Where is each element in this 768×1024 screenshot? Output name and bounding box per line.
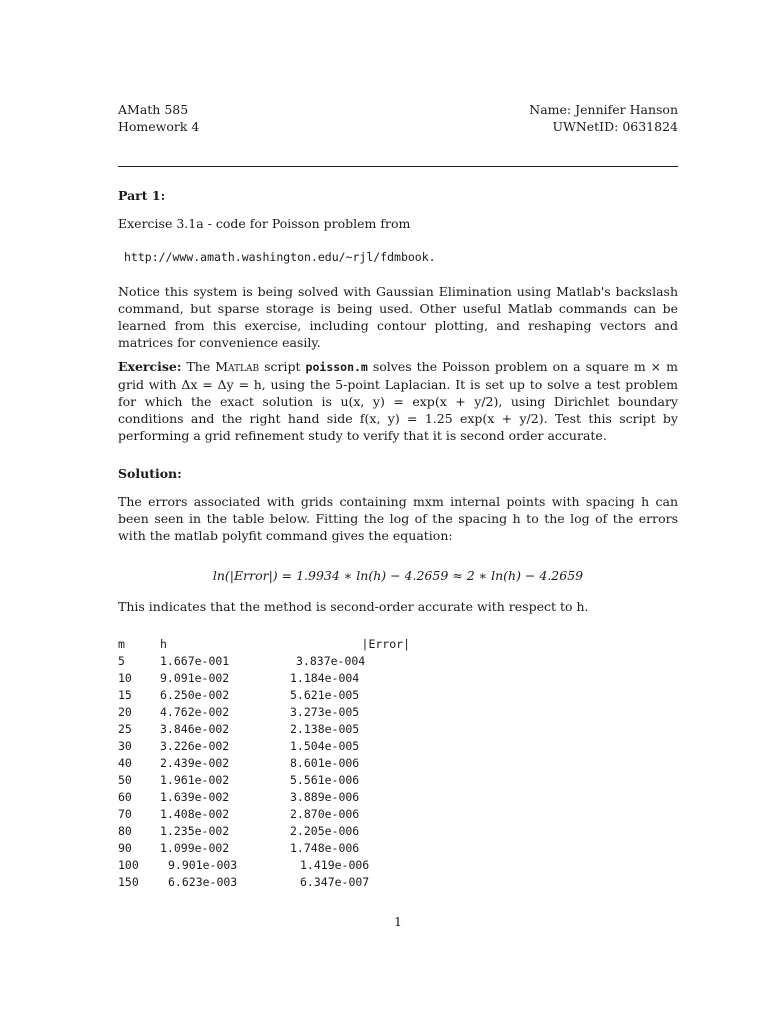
error-table [118, 636, 410, 891]
matlab-word: Matlab [215, 359, 260, 374]
table-row [118, 721, 410, 738]
cell-m: 150 [118, 875, 139, 889]
cell-error: 2.205e-006 [290, 824, 360, 838]
cell-h: 1.235e-002 [160, 824, 230, 838]
cell-error: 8.601e-006 [290, 756, 360, 770]
cell-h: 3.226e-002 [160, 739, 230, 753]
header-divider [118, 166, 678, 167]
exercise-label: Exercise: [118, 359, 182, 374]
cell-error: 1.504e-005 [290, 739, 360, 753]
table-row [118, 670, 410, 687]
table-row [118, 687, 410, 704]
cell-error: 2.138e-005 [290, 722, 360, 736]
cell-m: 60 [118, 790, 132, 804]
cell-m: 20 [118, 705, 132, 719]
exercise-text-1: The [186, 359, 211, 374]
cell-h: 3.846e-002 [160, 722, 230, 736]
table-row [118, 772, 410, 789]
table-row [118, 789, 410, 806]
cell-h: 6.623e-003 [168, 875, 238, 889]
header-error: |Error| [361, 637, 410, 651]
table-row [118, 840, 410, 857]
cell-h: 9.091e-002 [160, 671, 230, 685]
cell-error: 6.347e-007 [300, 875, 370, 889]
cell-h: 1.408e-002 [160, 807, 230, 821]
table-row [118, 738, 410, 755]
table-row [118, 857, 410, 874]
header-left [118, 101, 199, 135]
cell-m: 25 [118, 722, 132, 736]
cell-error: 3.889e-006 [290, 790, 360, 804]
solution-title: Solution: [118, 466, 182, 481]
fdmbook-url: http://www.amath.washington.edu/~rjl/fdmbook. [124, 250, 436, 264]
cell-m: 50 [118, 773, 132, 787]
cell-m: 15 [118, 688, 132, 702]
cell-m: 90 [118, 841, 132, 855]
cell-error: 2.870e-006 [290, 807, 360, 821]
table-row [118, 755, 410, 772]
table-row [118, 823, 410, 840]
cell-h: 1.639e-002 [160, 790, 230, 804]
homework-title: Homework 4 [118, 119, 200, 134]
part-title: Part 1: [118, 188, 166, 203]
cell-h: 1.667e-001 [160, 654, 230, 668]
table-header-row [118, 636, 410, 653]
table-row [118, 874, 410, 891]
student-uwnetid: UWNetID: 0631824 [552, 119, 678, 134]
cell-h: 1.961e-002 [160, 773, 230, 787]
page-number: 1 [394, 914, 402, 929]
cell-error: 5.561e-006 [290, 773, 360, 787]
exercise-paragraph [118, 358, 678, 444]
fit-equation: ln(|Error|) = 1.9934 ∗ ln(h) − 4.2659 ≈ 2 ∗ ln(h) − 4.2659 [212, 568, 584, 583]
cell-h: 1.099e-002 [160, 841, 230, 855]
header-h: h [160, 637, 167, 651]
conclusion-text: This indicates that the method is second-order accurate with respect to h. [118, 599, 589, 614]
cell-m: 70 [118, 807, 132, 821]
cell-h: 6.250e-002 [160, 688, 230, 702]
cell-h: 2.439e-002 [160, 756, 230, 770]
table-row [118, 806, 410, 823]
cell-m: 40 [118, 756, 132, 770]
cell-error: 5.621e-005 [290, 688, 360, 702]
header-right [529, 101, 678, 135]
cell-error: 3.273e-005 [290, 705, 360, 719]
notice-paragraph: Notice this system is being solved with Gaussian Elimination using Matlab's backslash command, but sparse storage is being used. Other useful Matlab commands can be learned from this exercise, including contour plotting, and reshaping vectors and matrices for convenience easily. [118, 284, 678, 350]
error-table-wrapper [118, 636, 678, 891]
cell-m: 30 [118, 739, 132, 753]
course-title: AMath 585 [118, 102, 189, 117]
table-row [118, 653, 410, 670]
exercise-intro: Exercise 3.1a - code for Poisson problem from [118, 216, 411, 231]
document-page [118, 0, 678, 1024]
cell-error: 1.184e-004 [290, 671, 360, 685]
cell-m: 100 [118, 858, 139, 872]
cell-h: 4.762e-002 [160, 705, 230, 719]
exercise-text-2: script [264, 359, 301, 374]
cell-m: 10 [118, 671, 132, 685]
exercise-text-3: solves the Poisson problem on a square m × m grid with Δx = Δy = h, using the 5-point Laplacian. It is set up to solve a test problem for which the exact solution is u(x, y) = exp(x + y/2), using Dirichlet boundary conditions and the right hand side f(x, y) = 1.25 exp(x + y/2). Test this script by performing a grid refinement study to verify that it is second order accurate. [118, 359, 678, 443]
solution-paragraph: The errors associated with grids containing mxm internal points with spacing h can been seen in the table below. Fitting the log of the spacing h to the log of the errors with the matlab polyfit command gives the equation: [118, 494, 678, 543]
cell-m: 5 [118, 654, 125, 668]
cell-m: 80 [118, 824, 132, 838]
table-row [118, 704, 410, 721]
header-m: m [118, 637, 125, 651]
script-name: poisson.m [305, 360, 368, 374]
cell-error: 1.748e-006 [290, 841, 360, 855]
cell-error: 3.837e-004 [296, 654, 366, 668]
cell-h: 9.901e-003 [168, 858, 238, 872]
student-name: Name: Jennifer Hanson [529, 102, 678, 117]
cell-error: 1.419e-006 [300, 858, 370, 872]
